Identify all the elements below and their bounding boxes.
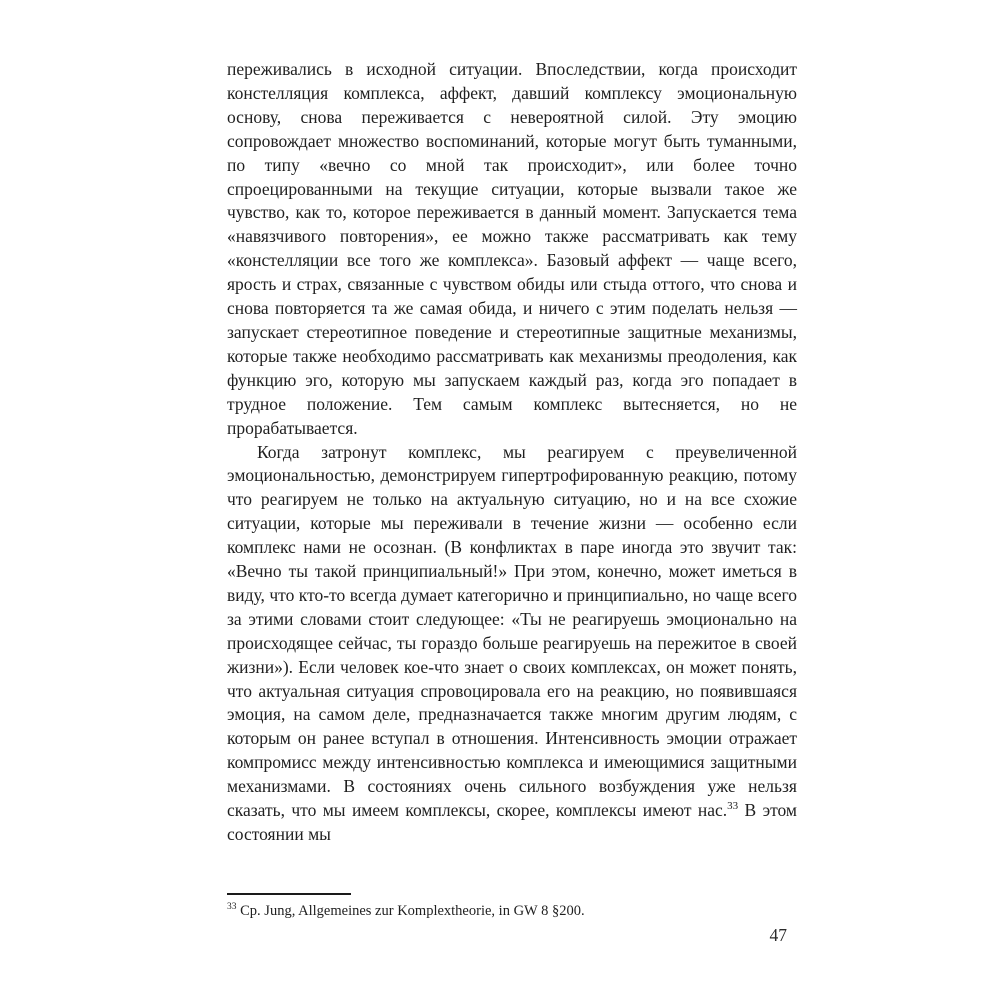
- paragraph-2-text-after-reference: В этом состоянии мы: [227, 800, 797, 844]
- paragraph-2: [227, 441, 797, 847]
- footnote-reference-marker: 33: [727, 800, 739, 813]
- paragraph-1: переживались в исходной ситуации. Впоследствии, когда происходит констелляция комплекса, аффект, давший комплексу эмоциональную основу, снова переживается с невероятной силой. Эту эмоцию сопровождает множество воспоминаний, которые могут быть туманными, по типу «вечно со мной так происходит», или более точно спроецированными на текущие ситуации, которые вызвали такое же чувство, как то, которое переживается в данный момент. Запускается тема «навязчивого повторения», ее можно также рассматривать как тему «констелляции все того же комплекса». Базовый аффект — чаще всего, ярость и страх, связанные с чувством обиды или стыда оттого, что снова и снова повторяется та же самая обида, и ничего с этим поделать нельзя — запускает стереотипное поведение и стереотипные защитные механизмы, которые также необходимо рассматривать как механизмы преодоления, как функцию эго, которую мы запускаем каждый раз, когда эго попадает в трудное положение. Тем самым комплекс вытесняется, но не прорабатывается.: [227, 59, 797, 438]
- page-number: 47: [769, 925, 787, 945]
- paragraph-2-text: Когда затронут комплекс, мы реагируем с преувеличенной эмоциональностью, демонстрируем гипертрофированную реакцию, потому что реагируем не только на актуальную ситуацию, но и на все схожие ситуации, которые мы переживали в течение жизни — особенно если комплекс нами не осознан. (В конфликтах в паре иногда это звучит так: «Вечно ты такой принципиальный!» При этом, конечно, может иметься в виду, что кто-то всегда думает категорично и принципиально, но чаще всего за этими словами стоит следующее: «Ты не реагируешь эмоционально на происходящее сейчас, ты гораздо больше реагируешь на пережитое в своей жизни»). Если человек кое-что знает о своих комплексах, он может понять, что актуальная ситуация спровоцировала его на реакцию, но появившаяся эмоция, на самом деле, предназначается также многим другим людям, с которым он ранее вступал в отношения. Интенсивность эмоции отражает компромисс между интенсивностью комплекса и имеющимися защитными механизмами. В состояниях очень сильного возбуждения уже нельзя сказать, что мы имеем комплексы, скорее, комплексы имеют нас.: [227, 441, 797, 821]
- footnote-marker: 33: [227, 902, 237, 913]
- footnote-separator: [227, 893, 351, 895]
- footnote: [227, 902, 797, 921]
- footnote-text: Ср. Jung, Allgemeines zur Komplextheorie, in GW 8 §200.: [240, 903, 585, 919]
- body-text: [227, 58, 797, 847]
- footnote-area: [227, 893, 797, 921]
